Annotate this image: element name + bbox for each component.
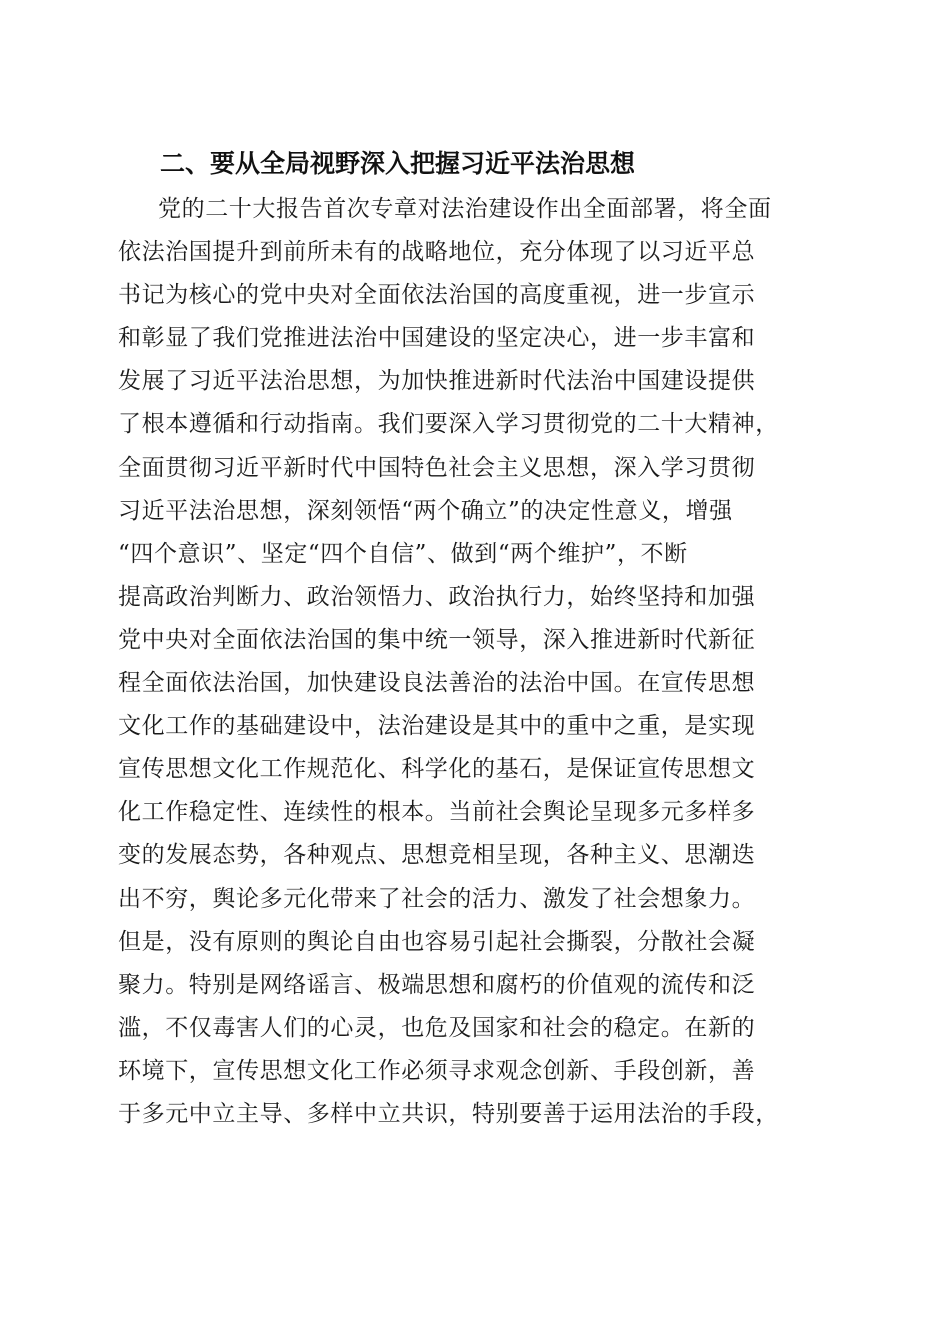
text-line: 了根本遵循和行动指南。我们要深入学习贯彻党的二十大精神，: [118, 411, 779, 438]
text-line: 全面贯彻习近平新时代中国特色社会主义思想，深入学习贯彻: [118, 454, 756, 481]
text-line: 依法治国提升到前所未有的战略地位，充分体现了以习近平总: [118, 239, 756, 266]
text-line: 滥，不仅毒害人们的心灵，也危及国家和社会的稳定。在新的: [118, 1014, 756, 1041]
text-line: 和彰显了我们党推进法治中国建设的坚定决心，进一步丰富和: [118, 325, 756, 352]
text-line: 程全面依法治国，加快建设良法善治的法治中国。在宣传思想: [118, 670, 756, 697]
text-line: 出不穷，舆论多元化带来了社会的活力、激发了社会想象力。: [118, 885, 756, 912]
text-line: 变的发展态势，各种观点、思想竞相呈现，各种主义、思潮迭: [118, 842, 756, 869]
section-heading: 二、要从全局视野深入把握习近平法治思想: [160, 149, 636, 178]
text-line: 但是，没有原则的舆论自由也容易引起社会撕裂，分散社会凝: [118, 928, 756, 955]
text-line: 化工作稳定性、连续性的根本。当前社会舆论呈现多元多样多: [118, 799, 756, 826]
text-line: 发展了习近平法治思想，为加快推进新时代法治中国建设提供: [118, 368, 756, 395]
text-line: 书记为核心的党中央对全面依法治国的高度重视，进一步宣示: [118, 282, 756, 309]
body-paragraph: [118, 188, 838, 1136]
text-line: 党中央对全面依法治国的集中统一领导，深入推进新时代新征: [118, 626, 756, 653]
text-line: 党的二十大报告首次专章对法治建设作出全面部署，将全面: [158, 196, 772, 222]
text-line: 于多元中立主导、多样中立共识，特别要善于运用法治的手段，: [118, 1100, 779, 1127]
text-line: 宣传思想文化工作规范化、科学化的基石，是保证宣传思想文: [118, 756, 756, 783]
text-line: 环境下，宣传思想文化工作必须寻求观念创新、手段创新，善: [118, 1057, 756, 1084]
text-line: 提高政治判断力、政治领悟力、政治执行力，始终坚持和加强: [118, 583, 756, 610]
text-line: 文化工作的基础建设中，法治建设是其中的重中之重，是实现: [118, 713, 756, 740]
text-line: 聚力。特别是网络谣言、极端思想和腐朽的价值观的流传和泛: [118, 971, 756, 998]
text-line: 习近平法治思想，深刻领悟“两个确立”的决定性意义，增强: [118, 497, 733, 524]
text-line: “四个意识”、坚定“四个自信”、做到“两个维护”，不断: [118, 540, 688, 567]
